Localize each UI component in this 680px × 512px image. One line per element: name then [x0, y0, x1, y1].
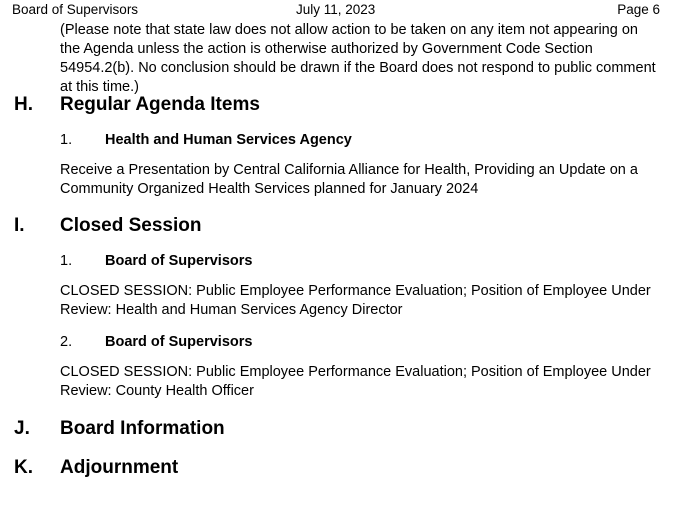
header-board-name: Board of Supervisors — [12, 2, 139, 17]
section-k-title: Adjournment — [60, 457, 179, 478]
section-i-item-2-title: Board of Supervisors — [105, 334, 253, 350]
header-date: July 11, 2023 — [296, 2, 376, 17]
section-h-title: Regular Agenda Items — [60, 94, 260, 115]
section-i-item-2-number: 2. — [60, 334, 73, 350]
section-h-item-1-text: Receive a Presentation by Central California Alliance for Health, Providing an Update on a Community Organized Health Services planned for January 2024 — [60, 162, 638, 197]
section-h-letter: H. — [14, 94, 33, 115]
page-header — [12, 2, 660, 20]
section-i-item-2-text: CLOSED SESSION: Public Employee Performance Evaluation; Position of Employee Under Review: County Health Officer — [60, 364, 651, 399]
section-k-letter: K. — [14, 457, 33, 478]
section-i-item-1-text: CLOSED SESSION: Public Employee Performance Evaluation; Position of Employee Under Review: Health and Human Services Agency Director — [60, 283, 651, 318]
section-i-item-1-number: 1. — [60, 253, 73, 269]
section-j-letter: J. — [14, 418, 30, 439]
section-i-letter: I. — [14, 215, 25, 236]
section-h-item-1-number: 1. — [60, 132, 73, 148]
section-i-item-1-title: Board of Supervisors — [105, 253, 253, 269]
section-h-item-1-title: Health and Human Services Agency — [105, 132, 352, 148]
public-comment-note: (Please note that state law does not allow action to be taken on any item not appearing on the Agenda unless the action is otherwise authorized by Government Code Section 54954.2(b). No conclusion should be drawn if the Board does not respond to public comment at this time.) — [60, 22, 656, 95]
header-page-number: Page 6 — [617, 2, 660, 17]
section-i-title: Closed Session — [60, 215, 202, 236]
section-j-title: Board Information — [60, 418, 225, 439]
